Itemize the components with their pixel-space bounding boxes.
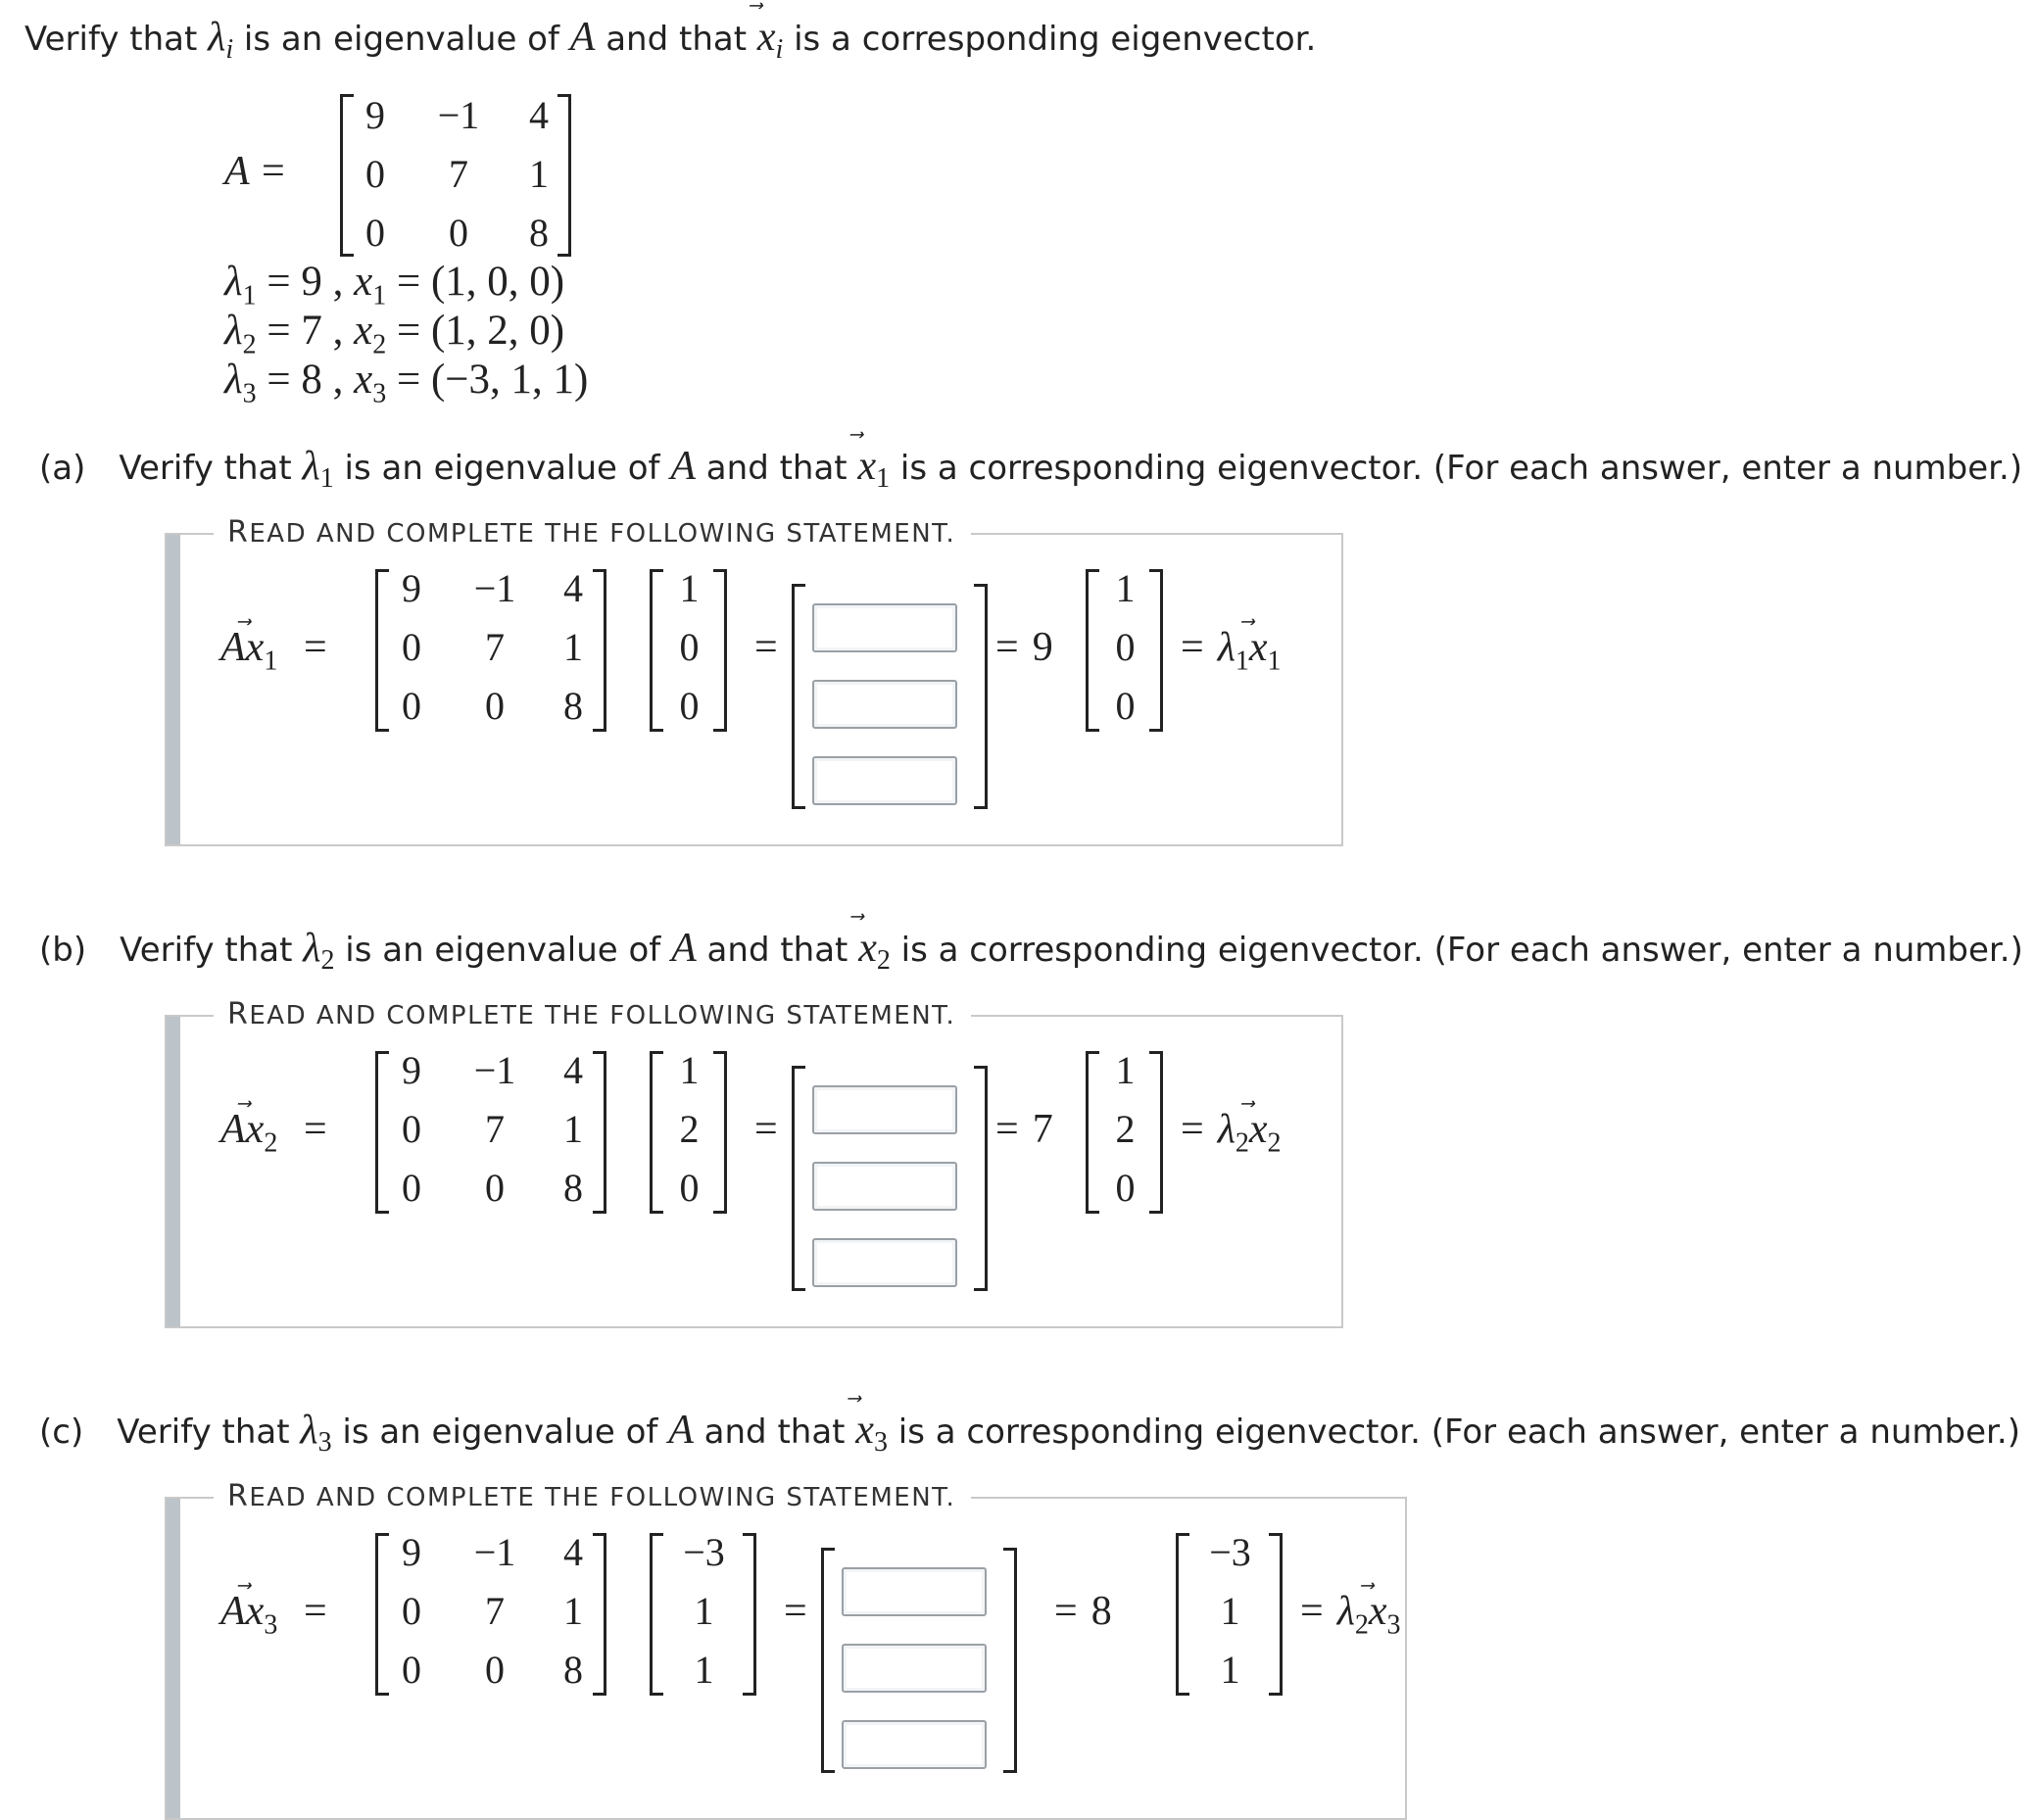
rhs-lambda: λ	[1217, 1107, 1236, 1152]
vector-cell: 0	[679, 625, 700, 669]
answer-left-bracket	[821, 1548, 835, 1773]
answer-input-1[interactable]	[842, 1567, 987, 1616]
answer-input-3[interactable]	[842, 1720, 987, 1769]
lhs-x	[246, 1107, 265, 1152]
rhs-lambda-sub: 2	[1354, 1609, 1369, 1641]
part-text-3: and that	[693, 1413, 856, 1452]
matrix-cell: 8	[563, 1166, 583, 1210]
lhs-x-sub: 1	[264, 646, 278, 677]
answer-right-bracket	[974, 1066, 988, 1291]
part-lambda-sub: 2	[320, 944, 335, 976]
part-question	[39, 925, 2023, 977]
eigenpair-lambda-sub: 2	[242, 329, 257, 360]
part-A: A	[670, 444, 696, 489]
equals-sign: =	[304, 1107, 327, 1152]
matrix-cell: 8	[563, 1648, 583, 1692]
panel-left-bar	[167, 1017, 180, 1326]
panel-legend	[214, 1479, 971, 1513]
rhs-x	[1249, 1107, 1268, 1152]
matrix-cell: 1	[563, 1589, 583, 1633]
rhs-vector-cell: −3	[1209, 1530, 1251, 1574]
lhs-x-letter: x	[245, 1107, 265, 1152]
part-label: (c)	[39, 1413, 84, 1452]
equals-sign: =	[1300, 1589, 1324, 1634]
lhs-x-letter: x	[245, 1589, 265, 1634]
lhs-expression	[220, 623, 277, 686]
answer-right-bracket	[974, 584, 988, 809]
rhs-lambda-sub: 1	[1235, 646, 1249, 677]
panel-legend	[214, 997, 971, 1031]
equals-sign: =	[995, 1107, 1019, 1152]
part-text-1: Verify that	[120, 931, 304, 970]
eigenpair-3	[224, 356, 588, 419]
part-lambda-sub: 3	[317, 1426, 332, 1458]
matrix-cell: 9	[402, 1048, 421, 1092]
panel-legend-rest: EAD AND COMPLETE THE FOLLOWING STATEMENT.	[249, 1483, 956, 1512]
panel-left-bar	[167, 535, 180, 844]
matrix-cell: 0	[402, 1648, 421, 1692]
intro-lambda-sub: i	[225, 33, 234, 65]
answer-input-3[interactable]	[812, 1238, 957, 1287]
part-text-1: Verify that	[119, 449, 303, 488]
rhs-vector-cell: 1	[1220, 1648, 1240, 1692]
part-lambda-sub: 1	[319, 462, 334, 494]
part-x-sub: 2	[876, 944, 891, 976]
eigenpair-lambda-sub: 3	[242, 378, 257, 409]
part-text-1: Verify that	[117, 1413, 301, 1452]
part-x-sub: 3	[873, 1426, 888, 1458]
eigenpair-x-sub: 3	[372, 378, 387, 409]
part-x	[858, 926, 877, 971]
lhs-A: A	[220, 1589, 246, 1634]
panel-legend	[214, 515, 971, 550]
vector-cell: 2	[679, 1107, 700, 1151]
rhs-lambda-sub: 2	[1235, 1127, 1249, 1159]
rhs-x-letter: x	[1248, 1107, 1268, 1152]
vector-cell: −3	[683, 1530, 725, 1574]
intro-x-sub: i	[775, 33, 784, 65]
panel-legend-rest: EAD AND COMPLETE THE FOLLOWING STATEMENT.	[249, 1001, 956, 1030]
lhs-x-sub: 3	[264, 1609, 278, 1641]
vector-cell: 1	[694, 1648, 714, 1692]
matrix-cell: 0	[402, 1589, 421, 1633]
matrix-A-label: A =	[224, 149, 287, 194]
answer-input-2[interactable]	[842, 1644, 987, 1693]
lhs-expression	[220, 1105, 277, 1168]
part-question	[39, 443, 2022, 495]
matrix-A-cell: 0	[365, 211, 385, 255]
intro-lambda: λ	[208, 15, 226, 60]
intro-text-3: and that	[595, 20, 757, 59]
intro-text-2: is an eigenvalue of	[233, 20, 570, 59]
panel-legend-rest: EAD AND COMPLETE THE FOLLOWING STATEMENT.	[249, 519, 956, 549]
matrix-cell: 1	[563, 625, 583, 669]
scalar-expression	[995, 1105, 1053, 1154]
matrix-A-cell: 9	[365, 93, 385, 137]
matrix-cell: 0	[485, 684, 505, 728]
matrix-A-cell: 0	[449, 211, 468, 255]
part-question	[39, 1407, 2020, 1459]
equals-sign: =	[1181, 1107, 1204, 1152]
rhs-vector-cell: 1	[1115, 1048, 1136, 1092]
part-text-2: is an eigenvalue of	[334, 931, 672, 970]
eigenpair-x: x	[354, 259, 373, 305]
answer-left-bracket	[792, 1066, 805, 1291]
matrix-cell: 0	[402, 684, 421, 728]
scalar-value: 8	[1090, 1589, 1112, 1634]
part-x-sub: 1	[876, 462, 891, 494]
vector-cell: 1	[679, 566, 700, 610]
answer-input-1[interactable]	[812, 1085, 957, 1134]
part-A: A	[668, 1408, 694, 1453]
matrix-cell: 9	[402, 1530, 421, 1574]
equals-sign: =	[1054, 1589, 1078, 1634]
panel-legend-initial: R	[227, 1479, 250, 1513]
part-x-letter: x	[855, 1408, 874, 1453]
rhs-x-sub: 3	[1386, 1609, 1401, 1641]
rhs-vector-cell: 2	[1115, 1107, 1136, 1151]
rhs-x-sub: 2	[1267, 1127, 1282, 1159]
part-text-3: and that	[696, 449, 858, 488]
rhs-lambda: λ	[1336, 1589, 1355, 1634]
intro-x	[757, 15, 776, 60]
vector-cell: 1	[694, 1589, 714, 1633]
rhs-expression	[1181, 623, 1282, 686]
matrix-A-cell: 7	[449, 152, 468, 196]
eigenpair-x: x	[354, 308, 373, 354]
part-text-4: is a corresponding eigenvector. (For each answer, enter a number.)	[887, 1413, 2020, 1452]
equals-sign: =	[754, 625, 778, 670]
eigenpair-value: = 7 ,	[256, 308, 355, 354]
part-x	[857, 444, 876, 489]
part-lambda: λ	[303, 926, 321, 971]
panel-legend-initial: R	[227, 997, 250, 1031]
rhs-x	[1369, 1589, 1387, 1634]
scalar-expression	[1054, 1587, 1112, 1636]
matrix-cell: 9	[402, 566, 421, 610]
matrix-cell: −1	[473, 1530, 516, 1574]
part-A: A	[671, 926, 697, 971]
lhs-x	[246, 625, 265, 670]
scalar-value: 7	[1032, 1107, 1053, 1152]
answer-input-2[interactable]	[812, 1162, 957, 1211]
part-text-3: and that	[696, 931, 859, 970]
rhs-x-letter: x	[1248, 625, 1268, 670]
matrix-cell: 4	[563, 1048, 583, 1092]
vector-cell: 0	[679, 684, 700, 728]
matrix-A-cell: 1	[529, 152, 549, 196]
matrix-cell: 1	[563, 1107, 583, 1151]
part-x	[855, 1408, 874, 1453]
answer-input-2[interactable]	[812, 680, 957, 729]
equals-sign: =	[1181, 625, 1204, 670]
part-text-4: is a corresponding eigenvector. (For each answer, enter a number.)	[890, 449, 2023, 488]
part-lambda: λ	[300, 1408, 318, 1453]
part-x-letter: x	[857, 444, 877, 489]
lhs-x-letter: x	[245, 625, 265, 670]
matrix-cell: 0	[402, 1107, 421, 1151]
answer-right-bracket	[1003, 1548, 1017, 1773]
matrix-cell: 7	[485, 625, 505, 669]
rhs-x	[1249, 625, 1268, 670]
panel-left-bar	[167, 1499, 180, 1818]
intro-A: A	[569, 15, 596, 60]
matrix-cell: 0	[485, 1166, 505, 1210]
rhs-lambda: λ	[1217, 625, 1236, 670]
matrix-cell: −1	[473, 566, 516, 610]
rhs-expression	[1300, 1587, 1401, 1650]
answer-input-3[interactable]	[812, 756, 957, 805]
intro-text-1: Verify that	[24, 20, 209, 59]
lhs-A: A	[220, 625, 246, 670]
matrix-cell: 0	[402, 1166, 421, 1210]
eigenpair-lambda: λ	[224, 259, 243, 305]
matrix-cell: −1	[473, 1048, 516, 1092]
eigenpair-lambda: λ	[224, 357, 243, 403]
equals-sign: =	[995, 625, 1019, 670]
intro-x-letter: x	[756, 15, 776, 60]
equals-sign: =	[304, 1589, 327, 1634]
equals-sign: =	[754, 1107, 778, 1152]
answer-input-1[interactable]	[812, 603, 957, 652]
rhs-vector-cell: 1	[1115, 566, 1136, 610]
matrix-cell: 0	[485, 1648, 505, 1692]
vector-cell: 1	[679, 1048, 700, 1092]
eigenpair-x-sub: 2	[372, 329, 387, 360]
part-text-4: is a corresponding eigenvector. (For each answer, enter a number.)	[890, 931, 2023, 970]
eigenpair-lambda-sub: 1	[242, 280, 257, 311]
rhs-expression	[1181, 1105, 1282, 1168]
scalar-expression	[995, 623, 1053, 672]
rhs-x-letter: x	[1368, 1589, 1387, 1634]
lhs-A: A	[220, 1107, 246, 1152]
matrix-A-cell: −1	[437, 93, 480, 137]
lhs-x-sub: 2	[264, 1127, 278, 1159]
matrix-A-cell: 0	[365, 152, 385, 196]
part-text-2: is an eigenvalue of	[333, 449, 671, 488]
panel-legend-initial: R	[227, 515, 250, 550]
eigenpair-vector: = (1, 2, 0)	[386, 308, 565, 354]
lhs-x	[246, 1589, 265, 1634]
rhs-vector-cell: 1	[1220, 1589, 1240, 1633]
intro-text-4: is a corresponding eigenvector.	[783, 20, 1317, 59]
vector-cell: 0	[679, 1166, 700, 1210]
eigenpair-x: x	[354, 357, 373, 403]
statement-panel	[165, 997, 1343, 1328]
matrix-cell: 7	[485, 1107, 505, 1151]
part-x-letter: x	[858, 926, 877, 971]
lhs-expression	[220, 1587, 277, 1650]
eigenpair-vector: = (1, 0, 0)	[386, 259, 565, 305]
part-label: (b)	[39, 931, 87, 970]
part-label: (a)	[39, 449, 86, 488]
matrix-A-cell: 8	[529, 211, 549, 255]
statement-panel	[165, 515, 1343, 846]
scalar-value: 9	[1032, 625, 1053, 670]
eigenpair-value: = 8 ,	[256, 357, 355, 403]
part-text-2: is an eigenvalue of	[331, 1413, 669, 1452]
matrix-cell: 4	[563, 566, 583, 610]
eigenpair-value: = 9 ,	[256, 259, 355, 305]
equals-sign: =	[304, 625, 327, 670]
rhs-x-sub: 1	[1267, 646, 1282, 677]
matrix-cell: 4	[563, 1530, 583, 1574]
eigenpair-lambda: λ	[224, 308, 243, 354]
matrix-cell: 8	[563, 684, 583, 728]
intro-statement	[24, 14, 1316, 66]
rhs-vector-cell: 0	[1115, 684, 1136, 728]
eigenpair-x-sub: 1	[372, 280, 387, 311]
part-lambda: λ	[302, 444, 320, 489]
matrix-cell: 7	[485, 1589, 505, 1633]
rhs-vector-cell: 0	[1115, 1166, 1136, 1210]
eigenpair-vector: = (−3, 1, 1)	[386, 357, 589, 403]
answer-left-bracket	[792, 584, 805, 809]
equals-sign: =	[784, 1589, 807, 1634]
matrix-A-cell: 4	[529, 93, 549, 137]
rhs-vector-cell: 0	[1115, 625, 1136, 669]
matrix-cell: 0	[402, 625, 421, 669]
